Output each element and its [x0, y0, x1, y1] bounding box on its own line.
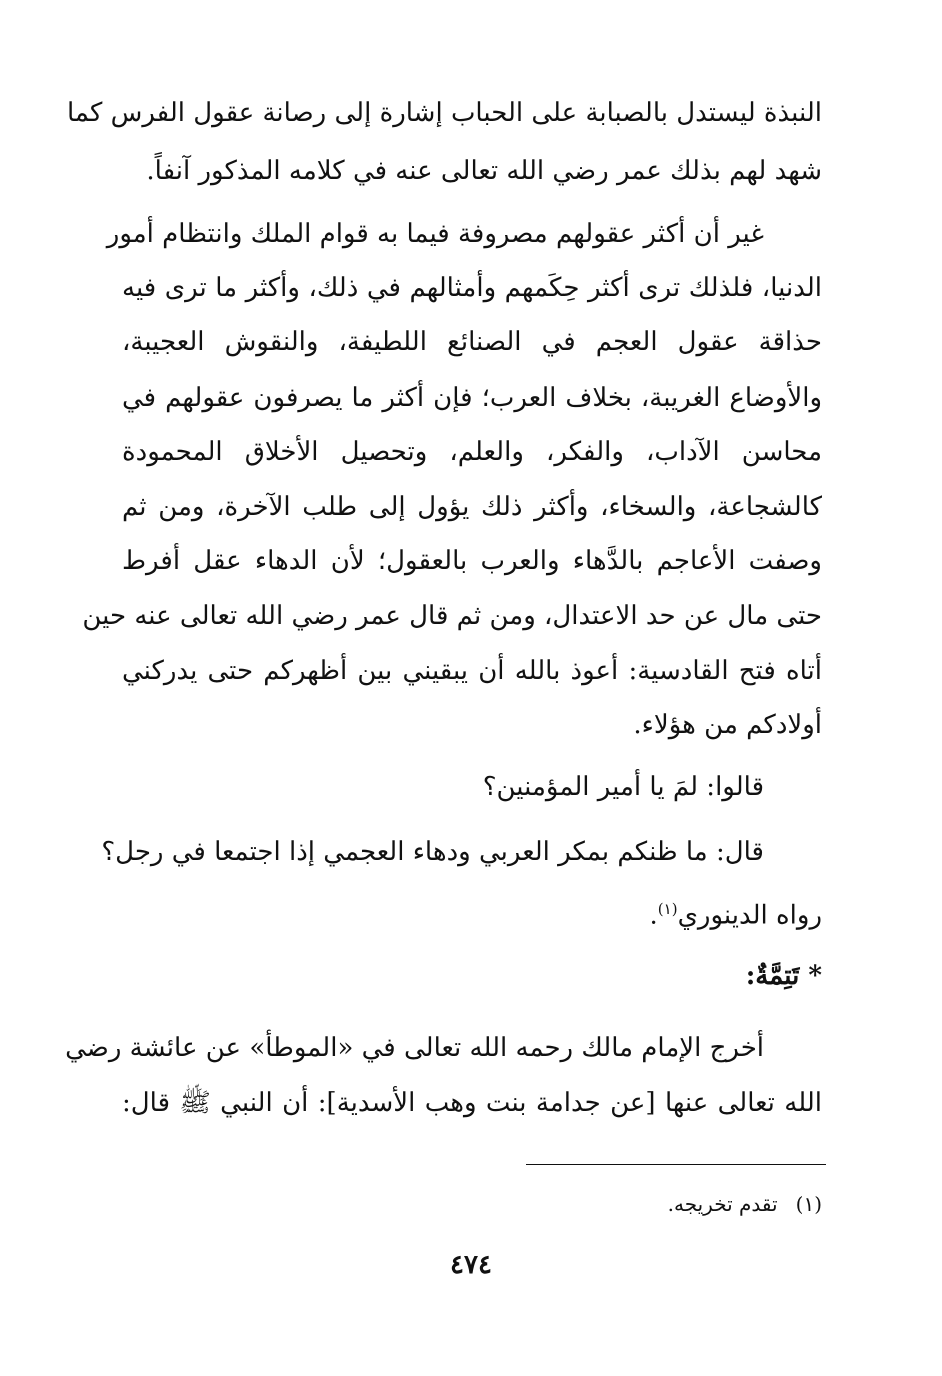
footnote — [322, 1188, 822, 1220]
text-line: قالوا: لمَ يا أمير المؤمنين؟ — [482, 772, 764, 802]
text-line: حذاقة عقول العجم في الصنائع اللطيفة، والنقوش العجيبة، — [122, 327, 822, 357]
footnote-number: (١) — [795, 1192, 822, 1216]
section-heading: * تَتِمَّةٌ: — [745, 961, 822, 991]
text-line: غير أن أكثر عقولهم مصروفة فيما به قوام الملك وانتظام أمور — [106, 219, 764, 249]
text-line: النبذة ليستدل بالصبابة على الحباب إشارة إلى رصانة عقول الفرس كما — [67, 98, 822, 128]
page-number: ٤٧٤ — [450, 1250, 492, 1280]
text-line: والأوضاع الغريبة، بخلاف العرب؛ فإن أكثر ما يصرفون عقولهم في — [122, 383, 822, 413]
text-line — [122, 889, 822, 929]
footnote-reference: (١) — [657, 900, 678, 918]
footnote-separator — [526, 1164, 826, 1165]
text-line: كالشجاعة، والسخاء، وأكثر ذلك يؤول إلى طلب الآخرة، ومن ثم — [122, 492, 822, 522]
text-line: أخرج الإمام مالك رحمه الله تعالى في «الموطأ» عن عائشة رضي — [65, 1033, 764, 1063]
text-line: الله تعالى عنها [عن جدامة بنت وهب الأسدية]: أن النبي ﷺ قال: — [122, 1088, 822, 1118]
text-line: قال: ما ظنكم بمكر العربي ودهاء العجمي إذا اجتمعا في رجل؟ — [101, 837, 764, 867]
text-line: شهد لهم بذلك عمر رضي الله تعالى عنه في كلامه المذكور آنفاً. — [146, 156, 822, 186]
text-line: حتى مال عن حد الاعتدال، ومن ثم قال عمر رضي الله تعالى عنه حين — [82, 601, 822, 631]
text-line: الدنيا، فلذلك ترى أكثر حِكَمهم وأمثالهم في ذلك، وأكثر ما ترى فيه — [122, 273, 822, 303]
text-line: أتاه فتح القادسية: أعوذ بالله أن يبقيني بين أظهركم حتى يدركني — [122, 656, 822, 686]
narrator-text: رواه الدينوري — [677, 900, 822, 931]
period: . — [649, 900, 658, 931]
text-line: أولادكم من هؤلاء. — [633, 710, 822, 740]
text-line: محاسن الآداب، والفكر، والعلم، وتحصيل الأخلاق المحمودة — [122, 437, 822, 467]
text-line: وصفت الأعاجم بالدَّهاء والعرب بالعقول؛ لأن الدهاء عقل أفرط — [122, 546, 822, 576]
footnote-text: تقدم تخريجه. — [667, 1192, 778, 1216]
